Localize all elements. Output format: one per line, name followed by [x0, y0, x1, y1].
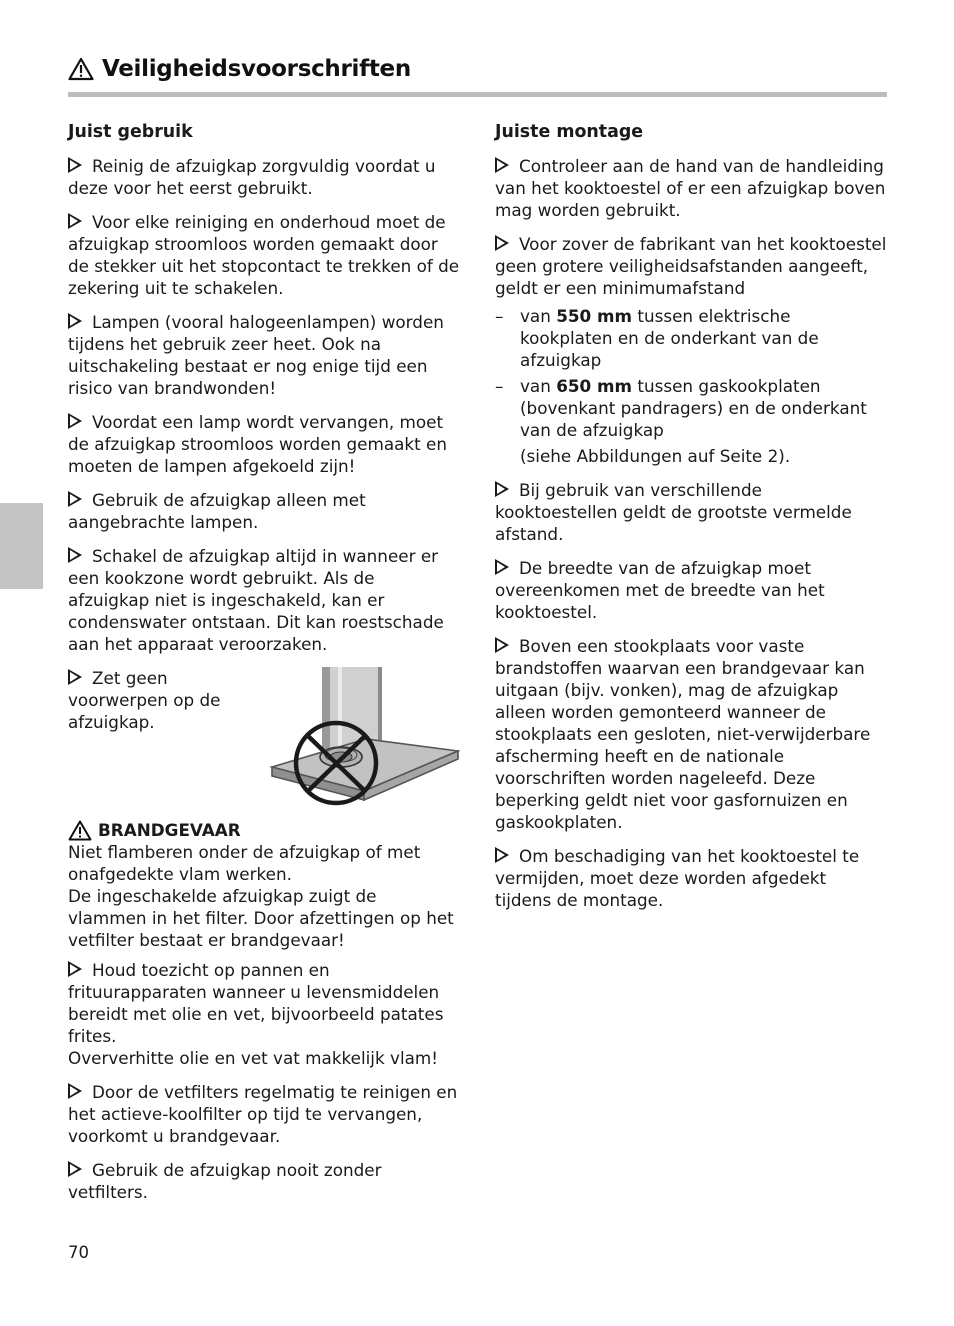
arrow-bullet-icon: [495, 481, 509, 497]
instruction-item: Gebruik de afzuigkap alleen met aangebrachte lampen.: [68, 490, 366, 532]
instruction-item: Voordat een lamp wordt vervangen, moet de afzuigkap stroomloos worden gemaakt en moeten de lampen afgekoeld zijn!: [68, 412, 447, 476]
warning-triangle-icon: [68, 57, 94, 81]
instruction-item: Lampen (vooral halogeenlampen) worden tijdens het gebruik zeer heet. Ook na uitschakeling bestaat er nog enige tijd een risico van brandwonden!: [68, 312, 444, 398]
arrow-bullet-icon: [68, 213, 82, 229]
page-heading: [68, 56, 886, 82]
instruction-item: Voor elke reiniging en onderhoud moet de afzuigkap stroomloos worden gemaakt door de stekker uit het stopcontact te trekken of de zekering uit te schakelen.: [68, 212, 460, 298]
arrow-bullet-icon: [495, 235, 509, 251]
arrow-bullet-icon: [495, 847, 509, 863]
arrow-bullet-icon: [495, 157, 509, 173]
figure-row: [68, 667, 460, 809]
section-title-juiste-montage: Juiste montage: [495, 122, 644, 142]
dash-bullet: –: [495, 306, 504, 326]
distance-value: 650 mm: [556, 376, 633, 396]
no-objects-on-hood-illustration: [268, 667, 460, 809]
heading-rule: [68, 92, 887, 97]
page-number: 70: [68, 1243, 89, 1262]
instruction-item: Om beschadiging van het kooktoestel te vermijden, moet deze worden afgedekt tijdens de montage.: [495, 846, 860, 910]
distance-list-item: – van 650 mm tussen gaskookplaten (bovenkant pandragers) en de onderkant van de afzuigkap: [495, 376, 867, 440]
arrow-bullet-icon: [68, 1083, 82, 1099]
side-tab-marker: [0, 503, 43, 589]
arrow-bullet-icon: [68, 157, 82, 173]
instruction-item: Reinig de afzuigkap zorgvuldig voordat u deze voor het eerst gebruikt.: [68, 156, 436, 198]
instruction-item: Gebruik de afzuigkap nooit zonder vetfilters.: [68, 1160, 382, 1202]
page-title: Veiligheidsvoorschriften: [102, 56, 411, 82]
section-title-juist-gebruik: Juist gebruik: [68, 122, 193, 142]
arrow-bullet-icon: [495, 559, 509, 575]
instruction-item: Boven een stookplaats voor vaste brandstoffen waarvan een brandgevaar kan uitgaan (bijv. vonken), mag de afzuigkap alleen worden gemonteerd wanneer de stookplaats een gesloten, niet-verwijderbare afscherming heeft en de nationale voorschriften worden nageleefd. Deze beperking geldt niet voor gasfornuizen en gaskookplaten.: [495, 636, 871, 832]
instruction-item: Controleer aan de hand van de handleiding van het kooktoestel of er een afzuigkap boven mag worden gebruikt.: [495, 156, 886, 220]
instruction-item: Schakel de afzuigkap altijd in wanneer er een kookzone wordt gebruikt. Als de afzuigkap niet is ingeschakeld, kan er condenswater ontstaan. Dit kan roestschade aan het apparaat veroorzaken.: [68, 546, 444, 654]
instruction-item: Houd toezicht op pannen en frituurapparaten wanneer u levensmiddelen bereidt met olie en vet, bijvoorbeeld patates frites. Oververhitte olie en vet vat makkelijk vlam!: [68, 960, 444, 1068]
dash-bullet: –: [495, 376, 504, 396]
instruction-item: Door de vetfilters regelmatig te reinigen en het actieve-koolfilter op tijd te vervangen, voorkomt u brandgevaar.: [68, 1082, 458, 1146]
instruction-item: Voor zover de fabrikant van het kooktoestel geen grotere veiligheidsafstanden aangeeft, geldt er een minimumafstand: [495, 234, 887, 298]
warning-triangle-icon: [68, 820, 92, 841]
figure-reference-note: (siehe Abbildungen auf Seite 2).: [520, 446, 791, 466]
arrow-bullet-icon: [68, 313, 82, 329]
arrow-bullet-icon: [68, 491, 82, 507]
instruction-item: De breedte van de afzuigkap moet overeenkomen met de breedte van het kooktoestel.: [495, 558, 825, 622]
arrow-bullet-icon: [495, 637, 509, 653]
left-column: [68, 121, 460, 1215]
arrow-bullet-icon: [68, 961, 82, 977]
arrow-bullet-icon: [68, 413, 82, 429]
right-column: [495, 121, 887, 923]
arrow-bullet-icon: [68, 1161, 82, 1177]
fire-hazard-warning-text: Niet flamberen onder de afzuigkap of met onafgedekte vlam werken. De ingeschakelde afzuigkap zuigt de vlammen in het filter. Door afzettingen op het vetfilter bestaat er brandgevaar!: [68, 842, 454, 950]
arrow-bullet-icon: [68, 669, 82, 685]
fire-hazard-warning-title: BRANDGEVAAR: [68, 819, 460, 841]
distance-value: 550 mm: [556, 306, 633, 326]
instruction-item: Zet geen voorwerpen op de afzuigkap.: [68, 668, 221, 732]
distance-list-item: – van 550 mm tussen elektrische kookplaten en de onderkant van de afzuigkap: [495, 306, 819, 370]
instruction-item: Bij gebruik van verschillende kooktoestellen geldt de grootste vermelde afstand.: [495, 480, 852, 544]
arrow-bullet-icon: [68, 547, 82, 563]
